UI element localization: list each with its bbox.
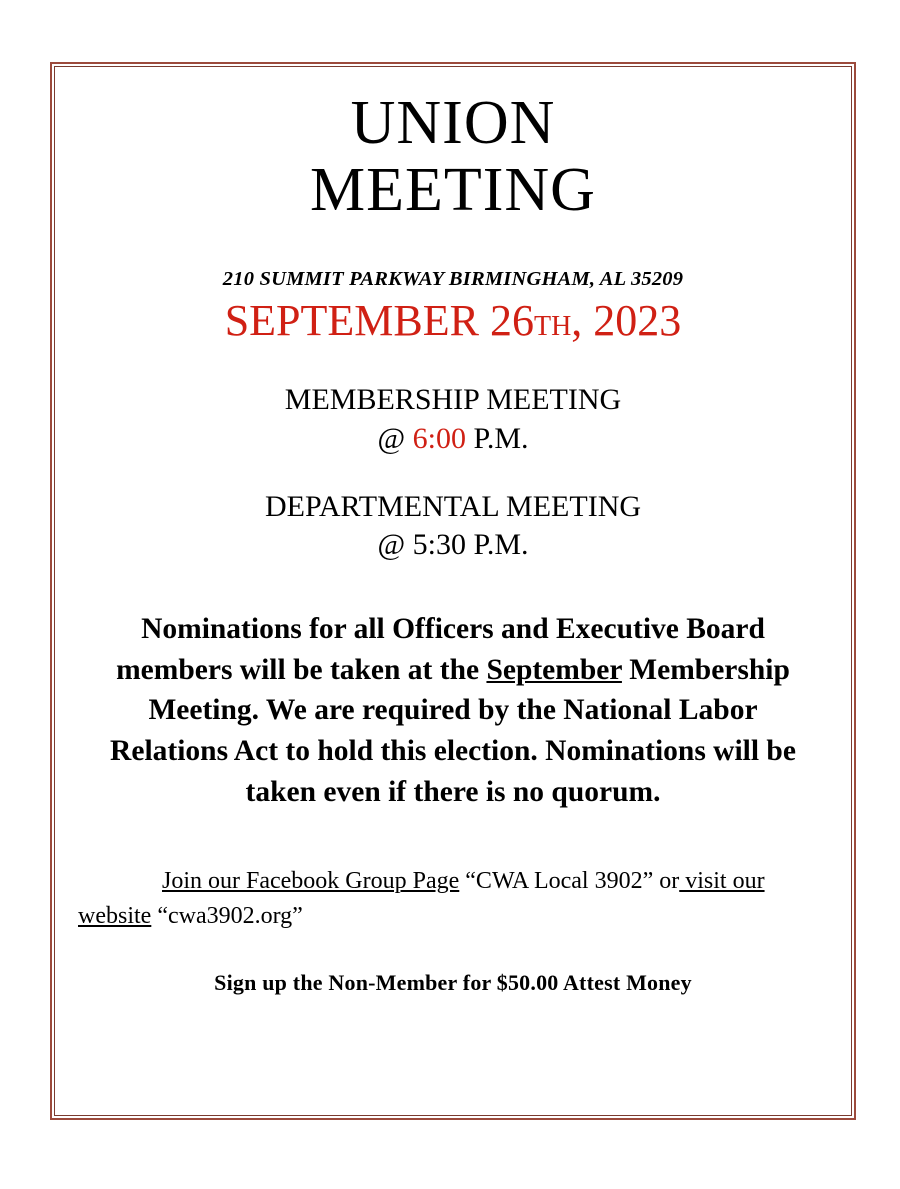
venue-address: 210 SUMMIT PARKWAY BIRMINGHAM, AL 35209: [222, 267, 684, 290]
nominations-emphasis-month: September: [486, 653, 622, 686]
meeting-date-main: SEPTEMBER 26: [224, 295, 534, 345]
nominations-text-part-1: Nominations for all Officers and Executive Board members will be taken at the: [116, 612, 765, 686]
departmental-at-symbol: @: [377, 528, 413, 562]
departmental-meeting-time: 5:30: [412, 528, 466, 562]
departmental-meeting-time-line: [78, 526, 828, 564]
membership-meeting-time-line: [78, 420, 828, 458]
membership-meeting-block: [78, 381, 828, 458]
membership-meeting-time-suffix: P.M.: [465, 421, 529, 455]
website-name: “cwa3902.org”: [151, 903, 303, 930]
membership-meeting-label: MEMBERSHIP MEETING: [284, 383, 622, 417]
facebook-group-name: “CWA Local 3902” or: [459, 868, 680, 895]
facebook-group-link[interactable]: Join our Facebook Group Page: [162, 868, 460, 895]
membership-at-symbol: @: [377, 421, 413, 455]
meeting-date-year: , 2023: [571, 295, 682, 345]
non-member-signup-note: Sign up the Non-Member for $50.00 Attest Money: [214, 969, 692, 995]
nominations-paragraph: [78, 609, 828, 813]
nominations-text-part-2: Membership Meeting. We are required by the National Labor Relations Act to hold this election. Nominations will be taken even if there is no quorum.: [110, 653, 796, 808]
flyer-content: [64, 76, 842, 1106]
meeting-date: [78, 297, 828, 345]
social-media-note: [78, 864, 828, 934]
flyer-title-line-1: UNION: [350, 89, 556, 157]
departmental-meeting-label: DEPARTMENTAL MEETING: [264, 490, 642, 524]
departmental-meeting-time-suffix: P.M.: [465, 528, 529, 562]
membership-meeting-time: 6:00: [412, 421, 466, 455]
website-link[interactable]: visit our website: [78, 868, 765, 930]
flyer-title-line-2: MEETING: [310, 155, 596, 224]
meeting-date-ordinal: TH: [533, 310, 572, 342]
departmental-meeting-block: [78, 488, 828, 565]
